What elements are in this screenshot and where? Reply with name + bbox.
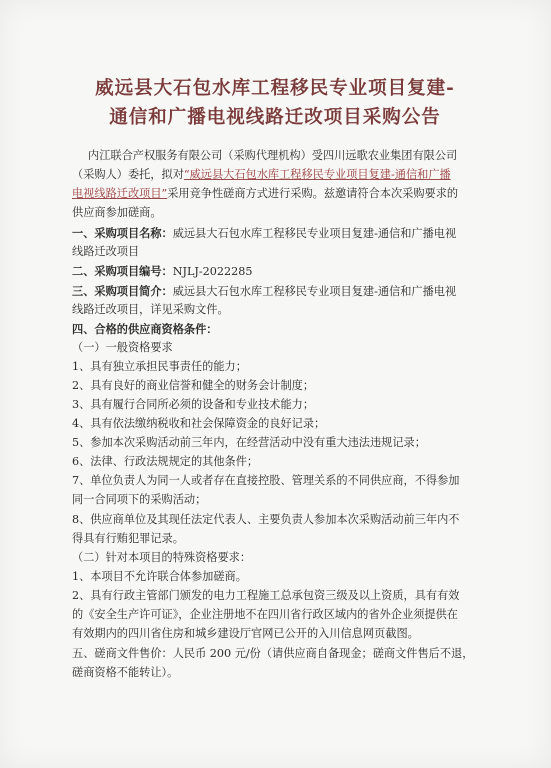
special-requirements-heading: （二）针对本项目的特殊资格要求： <box>72 551 252 564</box>
project-number: NJLJ-2022285 <box>172 265 253 278</box>
intro-line-2a: （采购人）委托，拟对 <box>72 168 184 181</box>
document-title-line-2: 通信和广播电视线路迁改项目采购公告 <box>109 107 441 128</box>
section-3-line-1 <box>72 284 482 299</box>
general-req-5: 5、参加本次采购活动前三年内，在经营活动中没有重大违法违规记录； <box>72 436 426 449</box>
project-name-quote-part-2: 电视线路迁改项目” <box>72 187 168 200</box>
document-title-line-1: 威远县大石包水库工程移民专业项目复建- <box>95 78 455 99</box>
general-req-6: 6、法律、行政法规规定的其他条件； <box>72 455 259 468</box>
section-2 <box>72 264 482 279</box>
intro-line-4: 供应商参加磋商。 <box>72 206 162 219</box>
general-req-7-line-1: 7、单位负责人为同一人或者存在直接控股、管理关系的不同供应商，不得参加 <box>72 474 460 487</box>
section-3-value: 威远县大石包水库工程移民专业项目复建-通信和广播电视 <box>172 285 457 298</box>
section-1-label: 一、采购项目名称： <box>72 226 173 240</box>
project-name-quote-part-1: “威远县大石包水库工程移民专业项目复建-通信和广播 <box>183 168 451 181</box>
section-4-heading: 四、合格的供应商资格条件： <box>72 322 218 336</box>
special-req-2-line-2: 的《安全生产许可证》，企业注册地不在四川省行政区域内的省外企业须提供在 <box>72 608 458 621</box>
section-1-line-1 <box>72 226 482 241</box>
section-3-label: 三、采购项目简介： <box>72 284 173 298</box>
section-1-value: 威远县大石包水库工程移民专业项目复建-通信和广播电视 <box>172 227 457 240</box>
section-2-label: 二、采购项目编号： <box>72 264 173 278</box>
general-req-1: 1、具有独立承担民事责任的能力； <box>72 360 247 373</box>
intro-line-3 <box>72 187 482 201</box>
section-5-line-1: 五、磋商文件售价：人民币 200 元/份（请供应商自备现金；磋商文件售后不退， <box>72 647 474 660</box>
section-3-line-2: 线路迁改项目，详见采购文件。 <box>72 303 229 316</box>
general-req-2: 2、具有良好的商业信誉和健全的财务会计制度； <box>72 379 315 392</box>
special-req-2-line-1: 2、具有行政主管部门颁发的电力工程施工总承包资三级及以上资质，具有有效 <box>72 589 460 602</box>
intro-line-3b: 采用竞争性磋商方式进行采购。兹邀请符合本次采购要求的 <box>167 187 459 200</box>
section-5-line-2: 磋商资格不能转让）。 <box>72 666 179 679</box>
general-req-7-line-2: 同一合同项下的采购活动； <box>72 493 207 506</box>
general-req-8-line-1: 8、供应商单位及其现任法定代表人、主要负责人参加本次采购活动前三年内不 <box>72 513 460 526</box>
general-requirements-heading: （一）一般资格要求 <box>72 341 173 354</box>
special-req-1: 1、本项目不允许联合体参加磋商。 <box>72 570 247 583</box>
intro-line-1: 内江联合产权服务有限公司（采购代理机构）受四川远歌农业集团有限公司 <box>88 149 458 162</box>
special-req-2-line-3: 有效期内的四川省住房和城乡建设厅官网已公开的入川信息网页截图。 <box>72 627 419 640</box>
intro-line-2 <box>72 168 482 182</box>
section-1-line-2: 线路迁改项目 <box>72 245 140 258</box>
general-req-3: 3、具有履行合同所必须的设备和专业技术能力； <box>72 398 315 411</box>
general-req-4: 4、具有依法缴纳税收和社会保障资金的良好记录； <box>72 417 326 430</box>
general-req-8-line-2: 得具有行贿犯罪记录。 <box>72 532 184 545</box>
